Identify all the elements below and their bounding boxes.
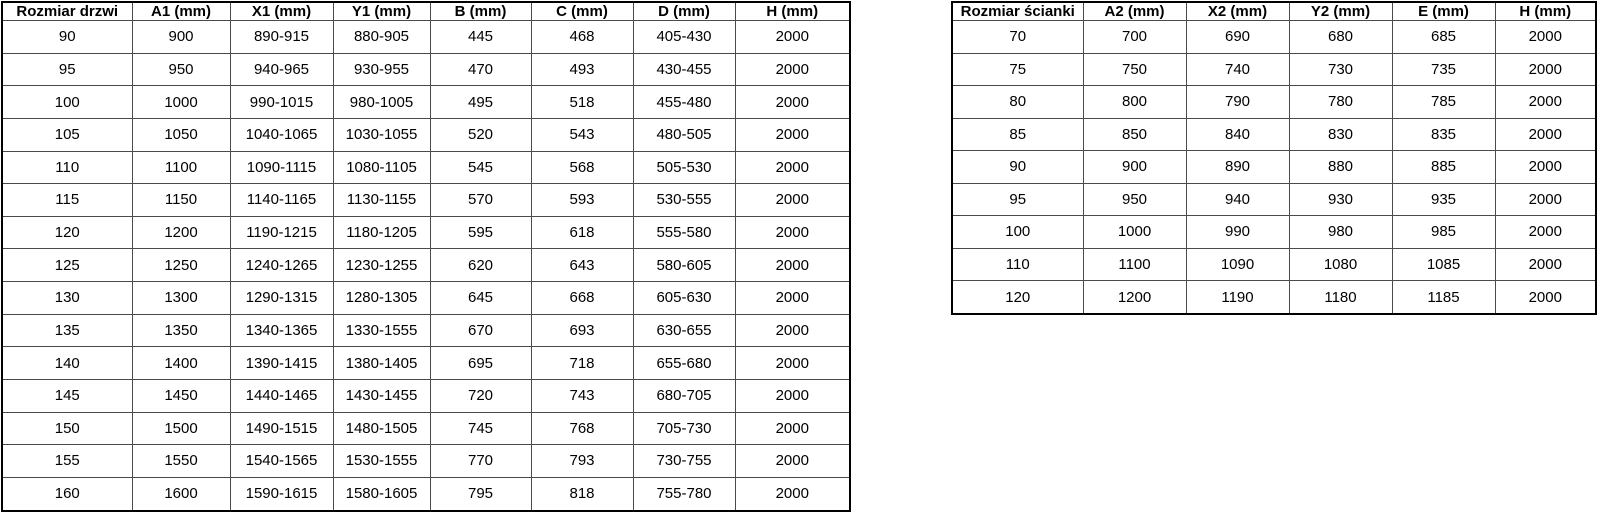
table-cell: 990 [1186, 216, 1289, 249]
table-cell: 2000 [735, 314, 850, 347]
column-header: H (mm) [735, 2, 850, 21]
table-cell: 770 [430, 445, 531, 478]
table-cell: 2000 [1495, 53, 1596, 86]
table-row [2, 21, 850, 54]
table-row [952, 248, 1596, 281]
column-header: X2 (mm) [1186, 2, 1289, 21]
table-cell: 2000 [735, 347, 850, 380]
table-cell: 70 [952, 21, 1083, 54]
table-row [2, 282, 850, 315]
table-cell: 115 [2, 184, 132, 217]
table-cell: 95 [952, 183, 1083, 216]
column-header: A2 (mm) [1083, 2, 1186, 21]
table-cell: 1000 [1083, 216, 1186, 249]
table-cell: 1340-1365 [230, 314, 333, 347]
table-cell: 518 [531, 86, 633, 119]
table-cell: 505-530 [633, 151, 735, 184]
table-cell: 1440-1465 [230, 379, 333, 412]
table-cell: 685 [1392, 21, 1495, 54]
table-cell: 90 [952, 151, 1083, 184]
header-row [952, 2, 1596, 21]
table-cell: 105 [2, 118, 132, 151]
table-cell: 130 [2, 282, 132, 315]
table-cell: 620 [430, 249, 531, 282]
table-cell: 793 [531, 445, 633, 478]
table-cell: 120 [952, 281, 1083, 315]
table-row [952, 151, 1596, 184]
table-cell: 468 [531, 21, 633, 54]
table-cell: 743 [531, 379, 633, 412]
table-cell: 75 [952, 53, 1083, 86]
table-cell: 1180-1205 [333, 216, 430, 249]
table-cell: 990-1015 [230, 86, 333, 119]
table-cell: 568 [531, 151, 633, 184]
column-header: Rozmiar ścianki [952, 2, 1083, 21]
table-cell: 655-680 [633, 347, 735, 380]
column-header: A1 (mm) [132, 2, 230, 21]
table-cell: 630-655 [633, 314, 735, 347]
table-row [2, 118, 850, 151]
table-cell: 1180 [1289, 281, 1392, 315]
table-cell: 2000 [735, 21, 850, 54]
table-cell: 570 [430, 184, 531, 217]
table-cell: 1240-1265 [230, 249, 333, 282]
table-cell: 950 [132, 53, 230, 86]
table-cell: 155 [2, 445, 132, 478]
column-header: Rozmiar drzwi [2, 2, 132, 21]
table-cell: 1090-1115 [230, 151, 333, 184]
table-cell: 1300 [132, 282, 230, 315]
table-cell: 700 [1083, 21, 1186, 54]
table-cell: 680-705 [633, 379, 735, 412]
table-row [2, 379, 850, 412]
table-cell: 543 [531, 118, 633, 151]
header-row [2, 2, 850, 21]
table-cell: 405-430 [633, 21, 735, 54]
table-cell: 605-630 [633, 282, 735, 315]
table-cell: 1190-1215 [230, 216, 333, 249]
table-row [2, 249, 850, 282]
table-cell: 1490-1515 [230, 412, 333, 445]
table-cell: 800 [1083, 86, 1186, 119]
table-cell: 755-780 [633, 477, 735, 511]
table-cell: 135 [2, 314, 132, 347]
table-row [2, 151, 850, 184]
table-cell: 2000 [1495, 118, 1596, 151]
table-cell: 1130-1155 [333, 184, 430, 217]
table-row [952, 86, 1596, 119]
column-header: B (mm) [430, 2, 531, 21]
table-cell: 2000 [735, 477, 850, 511]
table-cell: 1080 [1289, 248, 1392, 281]
table-cell: 2000 [735, 379, 850, 412]
table-cell: 1530-1555 [333, 445, 430, 478]
table-cell: 100 [2, 86, 132, 119]
table-cell: 145 [2, 379, 132, 412]
table-cell: 730-755 [633, 445, 735, 478]
table-cell: 1050 [132, 118, 230, 151]
table-cell: 690 [1186, 21, 1289, 54]
table-cell: 693 [531, 314, 633, 347]
table-cell: 1100 [132, 151, 230, 184]
table-row [952, 216, 1596, 249]
table-cell: 2000 [735, 412, 850, 445]
table-cell: 880-905 [333, 21, 430, 54]
table-cell: 160 [2, 477, 132, 511]
table-cell: 618 [531, 216, 633, 249]
table-cell: 940 [1186, 183, 1289, 216]
table-cell: 985 [1392, 216, 1495, 249]
table-cell: 1080-1105 [333, 151, 430, 184]
table-cell: 2000 [735, 151, 850, 184]
column-header: C (mm) [531, 2, 633, 21]
table-cell: 1600 [132, 477, 230, 511]
table-cell: 1250 [132, 249, 230, 282]
table-row [952, 21, 1596, 54]
table-cell: 95 [2, 53, 132, 86]
table-cell: 1200 [1083, 281, 1186, 315]
table-cell: 730 [1289, 53, 1392, 86]
table-cell: 830 [1289, 118, 1392, 151]
table-cell: 695 [430, 347, 531, 380]
table-cell: 2000 [1495, 151, 1596, 184]
table-cell: 2000 [1495, 183, 1596, 216]
table-cell: 595 [430, 216, 531, 249]
table-cell: 455-480 [633, 86, 735, 119]
table-cell: 1390-1415 [230, 347, 333, 380]
table-cell: 643 [531, 249, 633, 282]
column-header: Y2 (mm) [1289, 2, 1392, 21]
table-cell: 580-605 [633, 249, 735, 282]
table-cell: 520 [430, 118, 531, 151]
table-cell: 930 [1289, 183, 1392, 216]
table-row [952, 281, 1596, 315]
table-cell: 880 [1289, 151, 1392, 184]
table-cell: 593 [531, 184, 633, 217]
table-cell: 150 [2, 412, 132, 445]
table-cell: 2000 [1495, 216, 1596, 249]
table-cell: 1330-1555 [333, 314, 430, 347]
table-row [952, 118, 1596, 151]
table-cell: 835 [1392, 118, 1495, 151]
table-cell: 495 [430, 86, 531, 119]
table-cell: 885 [1392, 151, 1495, 184]
table-row [2, 86, 850, 119]
table-cell: 1030-1055 [333, 118, 430, 151]
table-cell: 1450 [132, 379, 230, 412]
column-header: Y1 (mm) [333, 2, 430, 21]
table-cell: 668 [531, 282, 633, 315]
table-cell: 818 [531, 477, 633, 511]
table-cell: 1540-1565 [230, 445, 333, 478]
wall-dimensions-table [951, 1, 1597, 315]
table-row [2, 445, 850, 478]
table-cell: 90 [2, 21, 132, 54]
table-cell: 2000 [735, 249, 850, 282]
table-cell: 1380-1405 [333, 347, 430, 380]
table-cell: 750 [1083, 53, 1186, 86]
table-cell: 1140-1165 [230, 184, 333, 217]
table-cell: 900 [1083, 151, 1186, 184]
table-cell: 1185 [1392, 281, 1495, 315]
table-cell: 125 [2, 249, 132, 282]
table-cell: 530-555 [633, 184, 735, 217]
table-cell: 840 [1186, 118, 1289, 151]
table-cell: 1085 [1392, 248, 1495, 281]
table-cell: 85 [952, 118, 1083, 151]
table-cell: 100 [952, 216, 1083, 249]
table-cell: 795 [430, 477, 531, 511]
table-cell: 2000 [1495, 21, 1596, 54]
table-cell: 1500 [132, 412, 230, 445]
table-cell: 470 [430, 53, 531, 86]
table-row [2, 412, 850, 445]
table-cell: 890 [1186, 151, 1289, 184]
table-cell: 950 [1083, 183, 1186, 216]
table-cell: 735 [1392, 53, 1495, 86]
table-cell: 705-730 [633, 412, 735, 445]
table-cell: 1350 [132, 314, 230, 347]
table-cell: 768 [531, 412, 633, 445]
table-cell: 785 [1392, 86, 1495, 119]
table-cell: 1230-1255 [333, 249, 430, 282]
table-cell: 110 [2, 151, 132, 184]
table-cell: 1000 [132, 86, 230, 119]
table-cell: 2000 [735, 118, 850, 151]
table-cell: 645 [430, 282, 531, 315]
table-row [2, 314, 850, 347]
table-cell: 2000 [735, 53, 850, 86]
column-header: E (mm) [1392, 2, 1495, 21]
table-cell: 900 [132, 21, 230, 54]
table-cell: 1190 [1186, 281, 1289, 315]
table-cell: 718 [531, 347, 633, 380]
table-cell: 480-505 [633, 118, 735, 151]
table-cell: 1290-1315 [230, 282, 333, 315]
column-header: X1 (mm) [230, 2, 333, 21]
table-cell: 555-580 [633, 216, 735, 249]
table-row [2, 477, 850, 511]
table-cell: 980-1005 [333, 86, 430, 119]
table-cell: 1280-1305 [333, 282, 430, 315]
table-cell: 850 [1083, 118, 1186, 151]
table-cell: 430-455 [633, 53, 735, 86]
table-cell: 1430-1455 [333, 379, 430, 412]
table-cell: 493 [531, 53, 633, 86]
table-cell: 930-955 [333, 53, 430, 86]
table-cell: 740 [1186, 53, 1289, 86]
table-cell: 1590-1615 [230, 477, 333, 511]
table-cell: 1480-1505 [333, 412, 430, 445]
table-cell: 1100 [1083, 248, 1186, 281]
table-cell: 2000 [1495, 86, 1596, 119]
column-header: D (mm) [633, 2, 735, 21]
table-cell: 2000 [735, 282, 850, 315]
table-cell: 2000 [735, 184, 850, 217]
table-cell: 2000 [735, 445, 850, 478]
table-row [2, 216, 850, 249]
table-cell: 940-965 [230, 53, 333, 86]
table-row [952, 53, 1596, 86]
table-cell: 680 [1289, 21, 1392, 54]
table-cell: 780 [1289, 86, 1392, 119]
table-cell: 790 [1186, 86, 1289, 119]
table-cell: 1040-1065 [230, 118, 333, 151]
table-cell: 140 [2, 347, 132, 380]
table-cell: 1400 [132, 347, 230, 380]
table-cell: 1200 [132, 216, 230, 249]
table-cell: 1580-1605 [333, 477, 430, 511]
table-cell: 545 [430, 151, 531, 184]
table-cell: 2000 [735, 216, 850, 249]
table-cell: 120 [2, 216, 132, 249]
table-row [2, 184, 850, 217]
table-cell: 1150 [132, 184, 230, 217]
door-dimensions-table [1, 1, 851, 512]
table-cell: 2000 [735, 86, 850, 119]
table-cell: 1090 [1186, 248, 1289, 281]
table-cell: 935 [1392, 183, 1495, 216]
table-cell: 2000 [1495, 248, 1596, 281]
table-cell: 745 [430, 412, 531, 445]
table-row [2, 53, 850, 86]
table-cell: 1550 [132, 445, 230, 478]
table-cell: 2000 [1495, 281, 1596, 315]
table-cell: 890-915 [230, 21, 333, 54]
table-row [952, 183, 1596, 216]
table-row [2, 347, 850, 380]
table-cell: 670 [430, 314, 531, 347]
column-header: H (mm) [1495, 2, 1596, 21]
table-cell: 110 [952, 248, 1083, 281]
table-cell: 720 [430, 379, 531, 412]
table-cell: 80 [952, 86, 1083, 119]
table-cell: 980 [1289, 216, 1392, 249]
table-cell: 445 [430, 21, 531, 54]
